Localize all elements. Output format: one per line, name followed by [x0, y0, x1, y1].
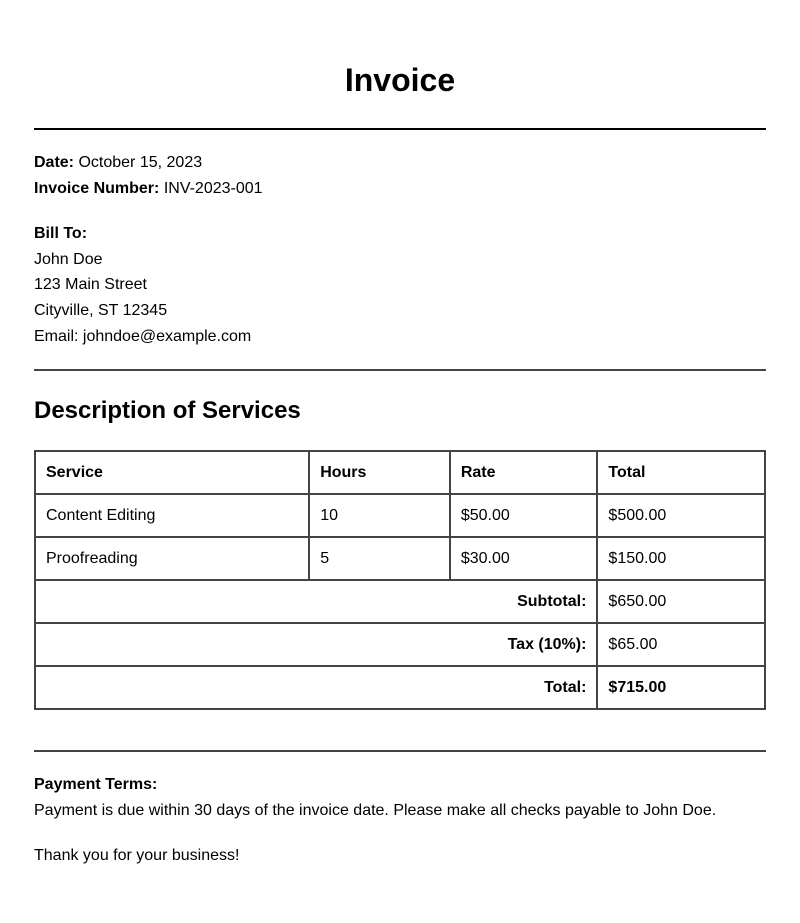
header-divider	[34, 128, 766, 130]
total-row	[35, 666, 765, 709]
column-header-hours: Hours	[309, 451, 450, 494]
table-header-row	[35, 451, 765, 494]
bill-to-city: Cityville, ST 12345	[34, 302, 168, 319]
table-row	[35, 494, 765, 537]
date-label: Date:	[34, 154, 75, 171]
section-divider	[34, 369, 766, 371]
bill-to-label: Bill To:	[34, 225, 88, 242]
total-value: $715.00	[597, 666, 765, 709]
invoice-number-label: Invoice Number:	[34, 180, 160, 197]
bill-to-street: 123 Main Street	[34, 276, 147, 293]
column-header-service: Service	[35, 451, 309, 494]
invoice-number	[34, 179, 263, 199]
date-value: October 15, 2023	[78, 154, 203, 171]
thank-you-note: Thank you for your business!	[34, 847, 240, 864]
table-row	[35, 537, 765, 580]
column-header-total: Total	[597, 451, 765, 494]
service-cell: Content Editing	[35, 494, 309, 537]
subtotal-label: Subtotal:	[35, 580, 597, 623]
services-table	[34, 450, 766, 710]
hours-cell: 10	[309, 494, 450, 537]
total-label: Total:	[35, 666, 597, 709]
payment-terms-text: Payment is due within 30 days of the invoice date. Please make all checks payable to John Doe.	[34, 802, 717, 819]
bill-to-name: John Doe	[34, 251, 103, 268]
bill-to-email: Email: johndoe@example.com	[34, 328, 252, 345]
tax-label: Tax (10%):	[35, 623, 597, 666]
footer-divider	[34, 750, 766, 752]
service-cell: Proofreading	[35, 537, 309, 580]
column-header-rate: Rate	[450, 451, 598, 494]
services-heading: Description of Services	[34, 397, 301, 424]
tax-row	[35, 623, 765, 666]
total-cell: $150.00	[597, 537, 765, 580]
page-title: Invoice	[344, 62, 456, 98]
rate-cell: $50.00	[450, 494, 598, 537]
invoice-number-value: INV-2023-001	[163, 180, 263, 197]
rate-cell: $30.00	[450, 537, 598, 580]
invoice-date	[34, 153, 202, 173]
subtotal-row	[35, 580, 765, 623]
hours-cell: 5	[309, 537, 450, 580]
subtotal-value: $650.00	[597, 580, 765, 623]
tax-value: $65.00	[597, 623, 765, 666]
payment-terms-label: Payment Terms:	[34, 776, 158, 793]
total-cell: $500.00	[597, 494, 765, 537]
